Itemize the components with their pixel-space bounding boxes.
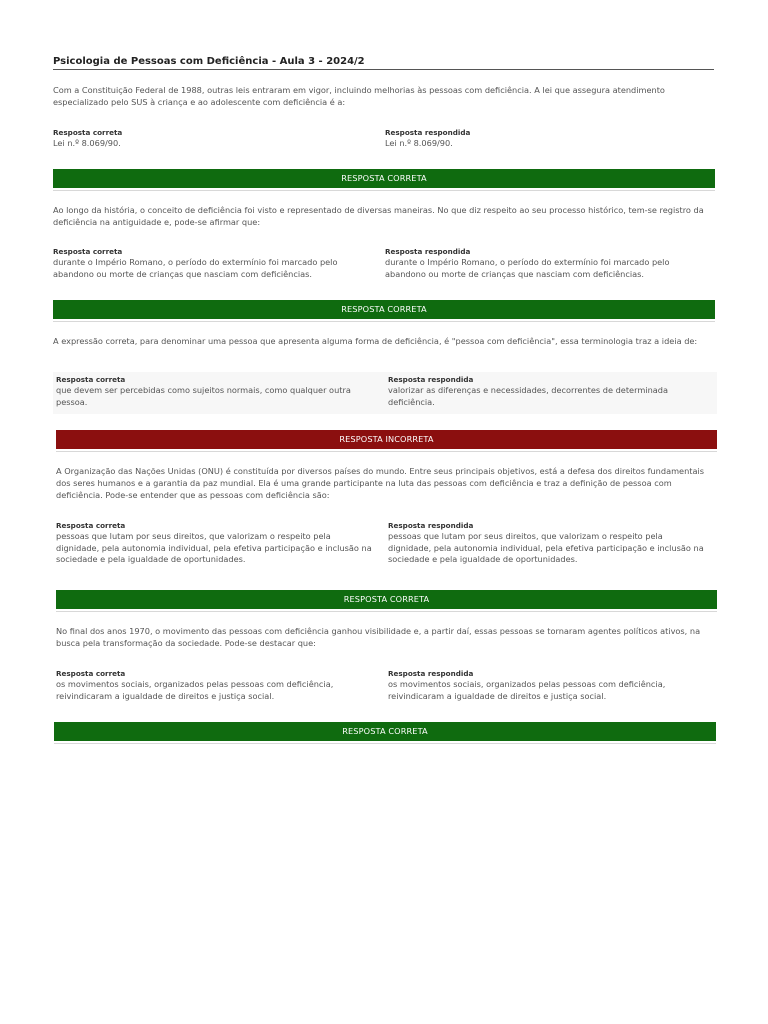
result-banner-correct: RESPOSTA CORRETA: [53, 169, 715, 188]
answered-label: Resposta respondida: [385, 128, 471, 137]
question-4-answered: [388, 520, 706, 566]
answered-text: Lei n.º 8.069/90.: [385, 138, 453, 148]
correct-answer-label: Resposta correta: [53, 247, 123, 256]
divider: [53, 190, 715, 191]
question-5-answered: [388, 668, 706, 702]
correct-answer-label: Resposta correta: [53, 128, 123, 137]
answered-text: pessoas que lutam por seus direitos, que valorizam o respeito pela dignidade, pela autonomia individual, pela efetiva participação e inclusão na sociedade e pela igualdade de oportunidades.: [388, 531, 704, 564]
question-2-correct-answer: [53, 246, 371, 280]
correct-answer-text: pessoas que lutam por seus direitos, que valorizam o respeito pela dignidade, pela autonomia individual, pela efetiva participação e inclusão na sociedade e pela igualdade de oportunidades.: [56, 531, 372, 564]
divider: [53, 321, 715, 322]
answered-label: Resposta respondida: [388, 521, 474, 530]
answered-text: durante o Império Romano, o período do extermínio foi marcado pelo abandono ou morte de crianças que nasciam com deficiências.: [385, 257, 670, 279]
question-5-correct-answer: [56, 668, 374, 702]
divider: [56, 451, 717, 452]
correct-answer-label: Resposta correta: [56, 669, 126, 678]
divider: [54, 743, 716, 744]
question-5-text: No final dos anos 1970, o movimento das pessoas com deficiência ganhou visibilidade e, a partir daí, essas pessoas se tornaram agentes políticos ativos, na busca pela transformação da sociedade. Pode-se destacar que:: [56, 626, 701, 648]
answered-label: Resposta respondida: [388, 375, 474, 384]
question-4-text: A Organização das Nações Unidas (ONU) é constituída por diversos países do mundo. Entre seus principais objetivos, está a defesa dos direitos fundamentais dos seres humanos e a garantia da paz mundial. Ela é uma grande participante na luta das pessoas com deficiência e traz a definição de pessoa com deficiência. Pode-se entender que as pessoas com deficiência são:: [56, 466, 705, 500]
answered-text: os movimentos sociais, organizados pelas pessoas com deficiência, reivindicaram a igualdade de direitos e justiça social.: [388, 679, 666, 701]
page-title: Psicologia de Pessoas com Deficiência - Aula 3 - 2024/2: [53, 56, 714, 70]
correct-answer-text: que devem ser percebidas como sujeitos normais, como qualquer outra pessoa.: [56, 385, 351, 407]
question-3-correct-answer: [56, 374, 374, 408]
correct-answer-label: Resposta correta: [56, 521, 126, 530]
question-3-answered: [388, 374, 706, 408]
question-1-correct-answer: [53, 127, 371, 150]
correct-answer-text: os movimentos sociais, organizados pelas pessoas com deficiência, reivindicaram a igualdade de direitos e justiça social.: [56, 679, 334, 701]
question-3-text: A expressão correta, para denominar uma pessoa que apresenta alguma forma de deficiência, é "pessoa com deficiência", essa terminologia traz a ideia de:: [53, 336, 698, 346]
correct-answer-text: Lei n.º 8.069/90.: [53, 138, 121, 148]
answered-label: Resposta respondida: [388, 669, 474, 678]
result-banner-correct: RESPOSTA CORRETA: [53, 300, 715, 319]
answered-text: valorizar as diferenças e necessidades, decorrentes de determinada deficiência.: [388, 385, 668, 407]
question-2-answered: [385, 246, 703, 280]
correct-answer-label: Resposta correta: [56, 375, 126, 384]
question-4-correct-answer: [56, 520, 374, 566]
result-banner-correct: RESPOSTA CORRETA: [56, 590, 717, 609]
question-1-answered: [385, 127, 703, 150]
divider: [56, 611, 717, 612]
correct-answer-text: durante o Império Romano, o período do extermínio foi marcado pelo abandono ou morte de crianças que nasciam com deficiências.: [53, 257, 338, 279]
result-banner-correct: RESPOSTA CORRETA: [54, 722, 716, 741]
question-1-text: Com a Constituição Federal de 1988, outras leis entraram em vigor, incluindo melhorias às pessoas com deficiência. A lei que assegura atendimento especializado pelo SUS à criança e ao adolescente com deficiência é a:: [53, 85, 665, 107]
result-banner-incorrect: RESPOSTA INCORRETA: [56, 430, 717, 449]
question-2-text: Ao longo da história, o conceito de deficiência foi visto e representado de diversas maneiras. No que diz respeito ao seu processo histórico, tem-se registro da deficiência na antiguidade e, pode-se afirmar que:: [53, 205, 704, 227]
answered-label: Resposta respondida: [385, 247, 471, 256]
